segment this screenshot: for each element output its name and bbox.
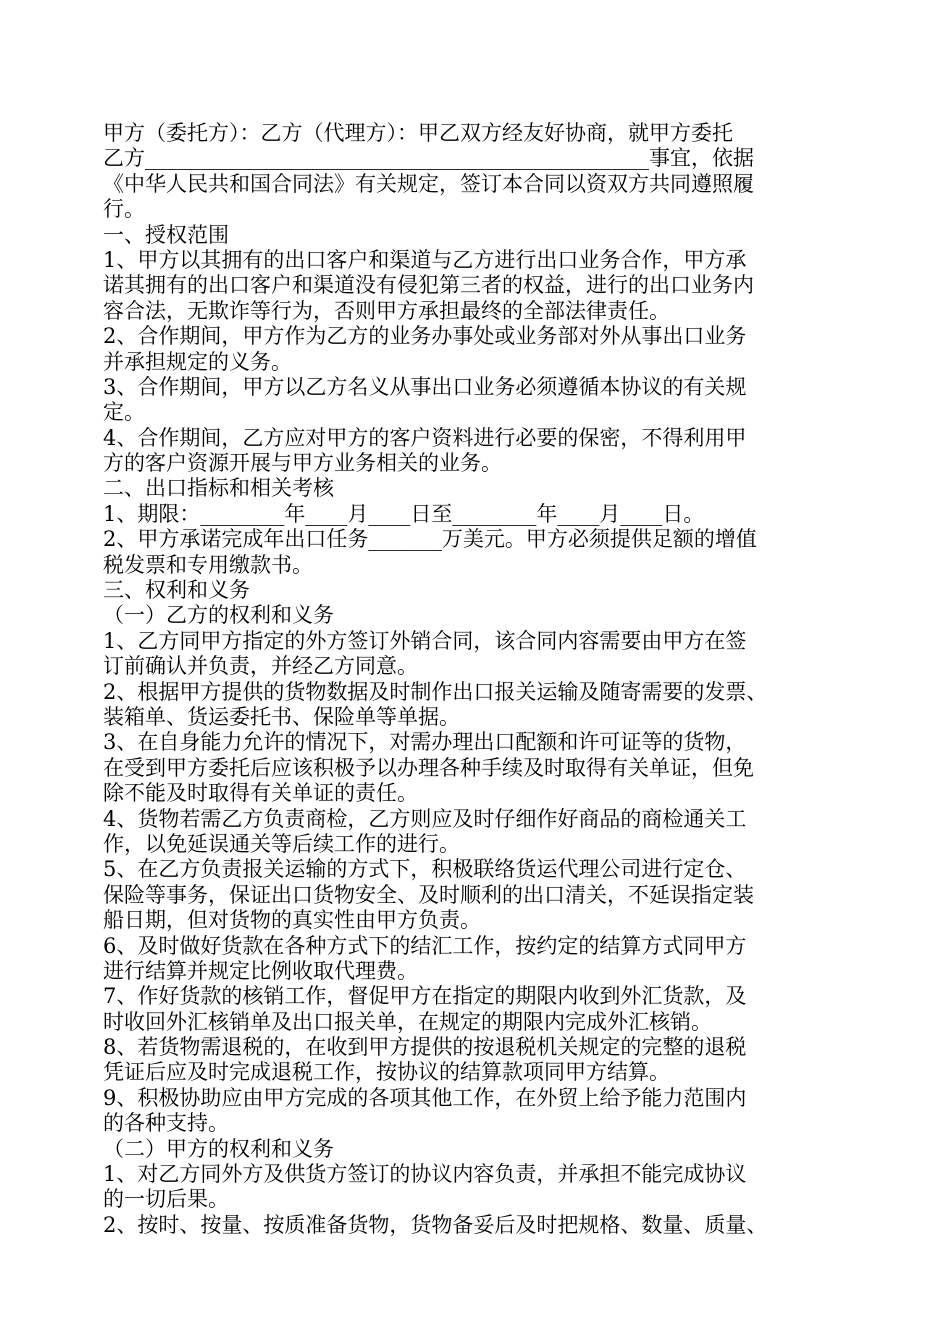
section-heading: 一、授权范围 bbox=[103, 222, 229, 247]
text-line: 9、积极协助应由甲方完成的各项其他工作，在外贸上给予能力范围内 bbox=[103, 1085, 747, 1110]
text-line: 订前确认并负责，并经乙方同意。 bbox=[103, 654, 418, 679]
subsection-heading: （二）甲方的权利和义务 bbox=[103, 1136, 334, 1161]
text-line: 在受到甲方委托后应该积极予以办理各种手续及时取得有关单证，但免 bbox=[103, 755, 754, 780]
section-heading: 二、出口指标和相关考核 bbox=[103, 476, 334, 501]
text-line: 并承担规定的义务。 bbox=[103, 349, 292, 374]
text-line: 3、在自身能力允许的情况下，对需办理出口配额和许可证等的货物， bbox=[103, 730, 747, 755]
text-line: 1、甲方以其拥有的出口客户和渠道与乙方进行出口业务合作，甲方承 bbox=[103, 247, 747, 272]
text-line: 4、货物若需乙方负责商检，乙方则应及时仔细作好商品的商检通关工 bbox=[103, 806, 747, 831]
text-line: 诺其拥有的出口客户和渠道没有侵犯第三者的权益，进行的出口业务内 bbox=[103, 273, 754, 298]
text-line: 凭证后应及时完成退税工作，按协议的结算款项同甲方结算。 bbox=[103, 1060, 670, 1085]
text-line: 装箱单、货运委托书、保险单等单据。 bbox=[103, 704, 460, 729]
text-line: 1、对乙方同外方及供货方签订的协议内容负责，并承担不能完成协议 bbox=[103, 1162, 747, 1187]
text-line: 7、作好货款的核销工作，督促甲方在指定的期限内收到外汇货款，及 bbox=[103, 984, 747, 1009]
text-line: 3、合作期间，甲方以乙方名义从事出口业务必须遵循本协议的有关规 bbox=[103, 374, 747, 399]
text-line: 保险等事务，保证出口货物安全、及时顺利的出口清关，不延误指定装 bbox=[103, 882, 754, 907]
text-line: 定。 bbox=[103, 400, 145, 425]
text-line: 的各种支持。 bbox=[103, 1111, 229, 1136]
text-line: 2、合作期间，甲方作为乙方的业务办事处或业务部对外从事出口业务 bbox=[103, 324, 747, 349]
text-line: 行。 bbox=[103, 197, 145, 222]
text-line: 时收回外汇核销单及出口报关单，在规定的期限内完成外汇核销。 bbox=[103, 1009, 712, 1034]
text-line: 甲方（委托方）：乙方（代理方）：甲乙双方经友好协商，就甲方委托 bbox=[103, 121, 733, 145]
text-line: 6、及时做好货款在各种方式下的结汇工作，按约定的结算方式同甲方 bbox=[103, 933, 747, 958]
text-line: 2、按时、按量、按质准备货物，货物备妥后及时把规格、数量、质量、 bbox=[103, 1212, 768, 1237]
text-line: 4、合作期间，乙方应对甲方的客户资料进行必要的保密，不得利用甲 bbox=[103, 425, 747, 450]
text-line: 税发票和专用缴款书。 bbox=[103, 552, 313, 577]
contract-document bbox=[103, 121, 851, 1238]
text-line: 5、在乙方负责报关运输的方式下，积极联络货运代理公司进行定仓、 bbox=[103, 857, 747, 882]
text-line: 的一切后果。 bbox=[103, 1187, 229, 1212]
text-line: 2、根据甲方提供的货物数据及时制作出口报关运输及随寄需要的发票、 bbox=[103, 679, 768, 704]
text-line: 方的客户资源开展与甲方业务相关的业务。 bbox=[103, 451, 502, 476]
text-line: 除不能及时取得有关单证的责任。 bbox=[103, 781, 418, 806]
text-line: 作，以免延误通关等后续工作的进行。 bbox=[103, 831, 460, 856]
subsection-heading: （一）乙方的权利和义务 bbox=[103, 603, 334, 628]
text-line-with-blank: 乙方________________________________________________事宜，依据 bbox=[103, 146, 754, 171]
text-line: 船日期，但对货物的真实性由甲方负责。 bbox=[103, 908, 481, 933]
text-line-with-blank: 2、甲方承诺完成年出口任务_______万美元。甲方必须提供足额的增值 bbox=[103, 527, 757, 552]
text-line: 进行结算并规定比例收取代理费。 bbox=[103, 958, 418, 983]
text-line: 《中华人民共和国合同法》有关规定，签订本合同以资双方共同遵照履 bbox=[103, 171, 754, 196]
text-line: 1、乙方同甲方指定的外方签订外销合同，该合同内容需要由甲方在签 bbox=[103, 628, 747, 653]
text-line: 容合法，无欺诈等行为，否则甲方承担最终的全部法律责任。 bbox=[103, 298, 670, 323]
section-heading: 三、权利和义务 bbox=[103, 578, 250, 603]
text-line: 8、若货物需退税的，在收到甲方提供的按退税机关规定的完整的退税 bbox=[103, 1035, 747, 1060]
text-line-with-blank: 1、期限：________年____月____日至________年____月____日。 bbox=[103, 501, 705, 526]
